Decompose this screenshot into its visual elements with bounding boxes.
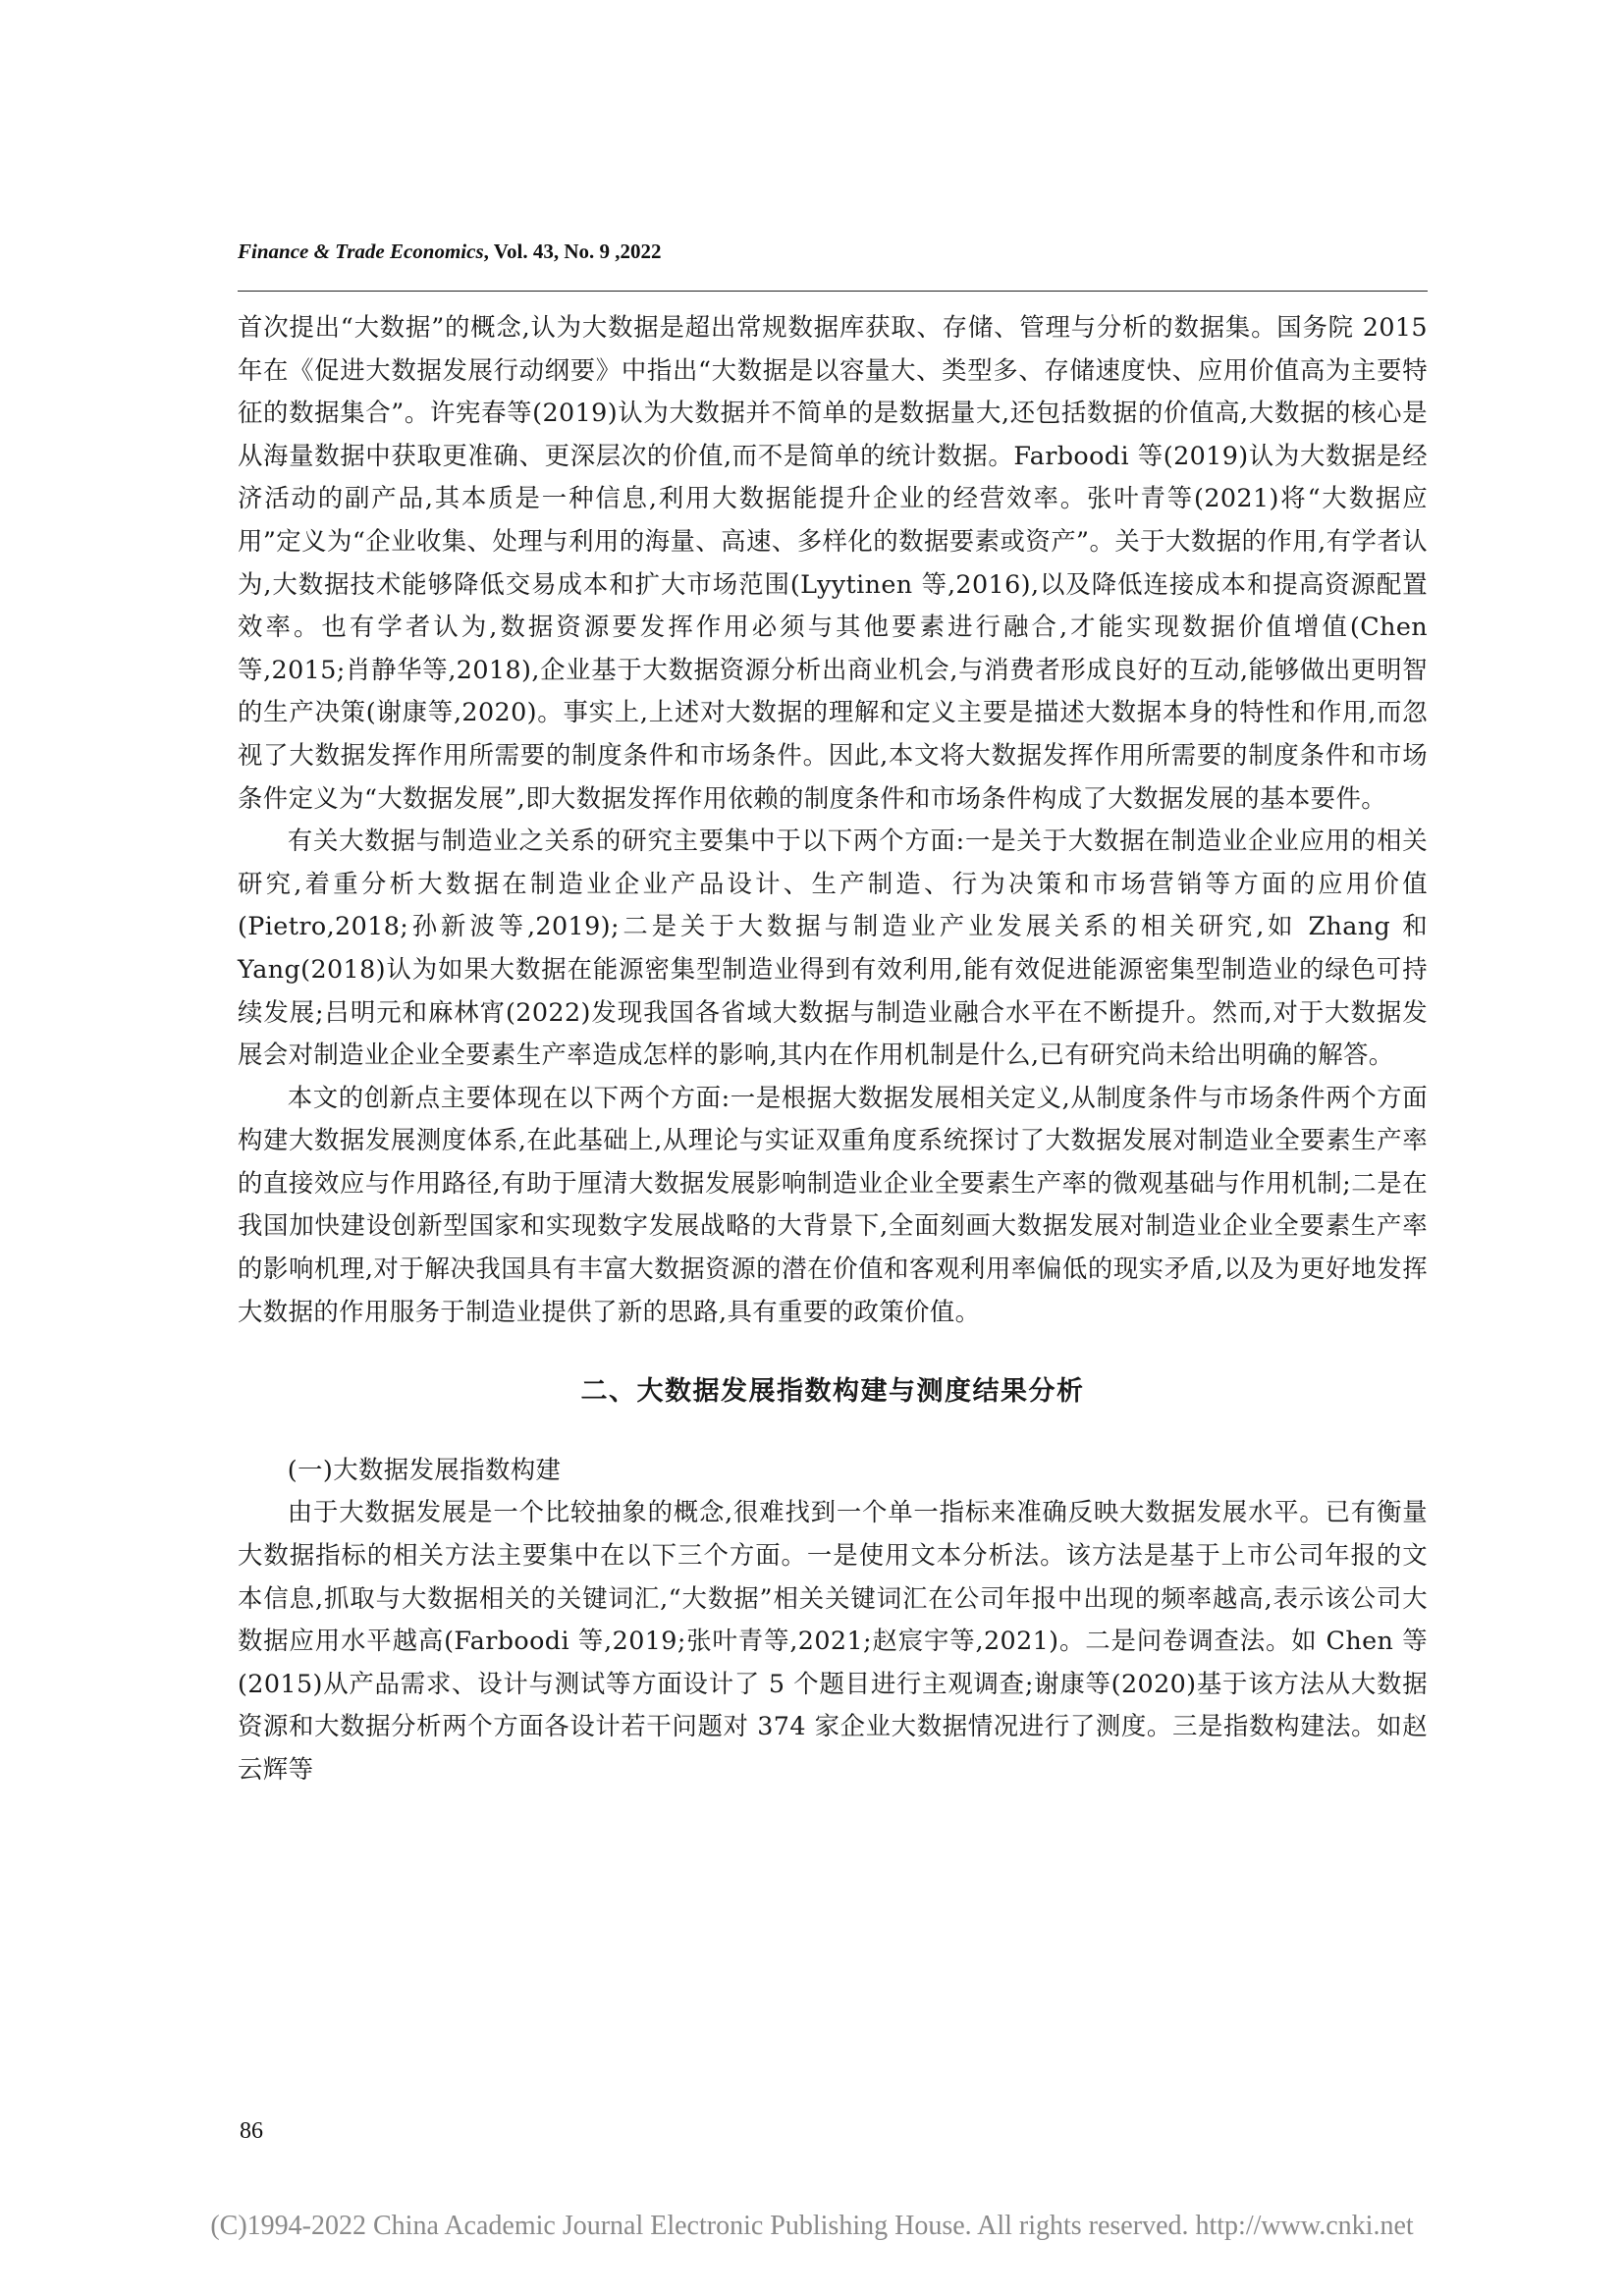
paragraph-index-methods: 由于大数据发展是一个比较抽象的概念,很难找到一个单一指标来准确反映大数据发展水平。已有衡量大数据指标的相关方法主要集中在以下三个方面。一是使用文本分析法。该方法是基于上市公司年报的文本信息,抓取与大数据相关的关键词汇,“大数据”相关关键词汇在公司年报中出现的频率越高,表示该公司大数据应用水平越高(Farboodi 等,2019;张叶青等,2021;赵宸宇等,2021)。二是问卷调查法。如 Chen 等(2015)从产品需求、设计与测试等方面设计了 5 个题目进行主观调查;谢康等(2020)基于该方法从大数据资源和大数据分析两个方面各设计若干问题对 374 家企业大数据情况进行了测度。三是指数构建法。如赵云辉等 [238,1497,1428,1784]
paragraph-continuation: 首次提出“大数据”的概念,认为大数据是超出常规数据库获取、存储、管理与分析的数据集。国务院 2015 年在《促进大数据发展行动纲要》中指出“大数据是以容量大、类型多、存储速度快、应用价值高为主要特征的数据集合”。许宪春等(2019)认为大数据并不简单的是数据量大,还包括数据的价值高,大数据的核心是从海量数据中获取更准确、更深层次的价值,而不是简单的统计数据。Farboodi 等(2019)认为大数据是经济活动的副产品,其本质是一种信息,利用大数据能提升企业的经营效率。张叶青等(2021)将“大数据应用”定义为“企业收集、处理与利用的海量、高速、多样化的数据要素或资产”。关于大数据的作用,有学者认为,大数据技术能够降低交易成本和扩大市场范围(Lyytinen 等,2016),以及降低连接成本和提高资源配置效率。也有学者认为,数据资源要发挥作用必须与其他要素进行融合,才能实现数据价值增值(Chen 等,2015;肖静华等,2018),企业基于大数据资源分析出商业机会,与消费者形成良好的互动,能够做出更明智的生产决策(谢康等,2020)。事实上,上述对大数据的理解和定义主要是描述大数据本身的特性和作用,而忽视了大数据发挥作用所需要的制度条件和市场条件。因此,本文将大数据发挥作用所需要的制度条件和市场条件定义为“大数据发展”,即大数据发挥作用依赖的制度条件和市场条件构成了大数据发展的基本要件。 [238,312,1428,813]
subsection-heading: (一)大数据发展指数构建 [287,1454,562,1484]
running-header [238,240,662,264]
copyright-watermark: (C)1994-2022 China Academic Journal Electronic Publishing House. All rights reserved. http://www.cnki.net [210,2211,1414,2241]
page-number: 86 [240,2118,263,2144]
article-body [238,306,1428,1791]
header-rule [238,291,1428,292]
paragraph-innovation: 本文的创新点主要体现在以下两个方面:一是根据大数据发展相关定义,从制度条件与市场条件两个方面构建大数据发展测度体系,在此基础上,从理论与实证双重角度系统探讨了大数据发展对制造业全要素生产率的直接效应与作用路径,有助于厘清大数据发展影响制造业企业全要素生产率的微观基础与作用机制;二是在我国加快建设创新型国家和实现数字发展战略的大背景下,全面刻画大数据发展对制造业企业全要素生产率的影响机理,对于解决我国具有丰富大数据资源的潜在价值和客观利用率偏低的现实矛盾,以及为更好地发挥大数据的作用服务于制造业提供了新的思路,具有重要的政策价值。 [238,1082,1428,1326]
paragraph-manufacturing-research: 有关大数据与制造业之关系的研究主要集中于以下两个方面:一是关于大数据在制造业企业应用的相关研究,着重分析大数据在制造业企业产品设计、生产制造、行为决策和市场营销等方面的应用价值(Pietro,2018;孙新波等,2019);二是关于大数据与制造业产业发展关系的相关研究,如 Zhang 和 Yang(2018)认为如果大数据在能源密集型制造业得到有效利用,能有效促进能源密集型制造业的绿色可持续发展;吕明元和麻林宵(2022)发现我国各省域大数据与制造业融合水平在不断提升。然而,对于大数据发展会对制造业企业全要素生产率造成怎样的影响,其内在作用机制是什么,已有研究尚未给出明确的解答。 [238,826,1428,1070]
volume-issue: , Vol. 43, No. 9 ,2022 [483,240,662,263]
section-heading: 二、大数据发展指数构建与测度结果分析 [580,1376,1085,1408]
journal-title: Finance & Trade Economics [238,240,484,263]
